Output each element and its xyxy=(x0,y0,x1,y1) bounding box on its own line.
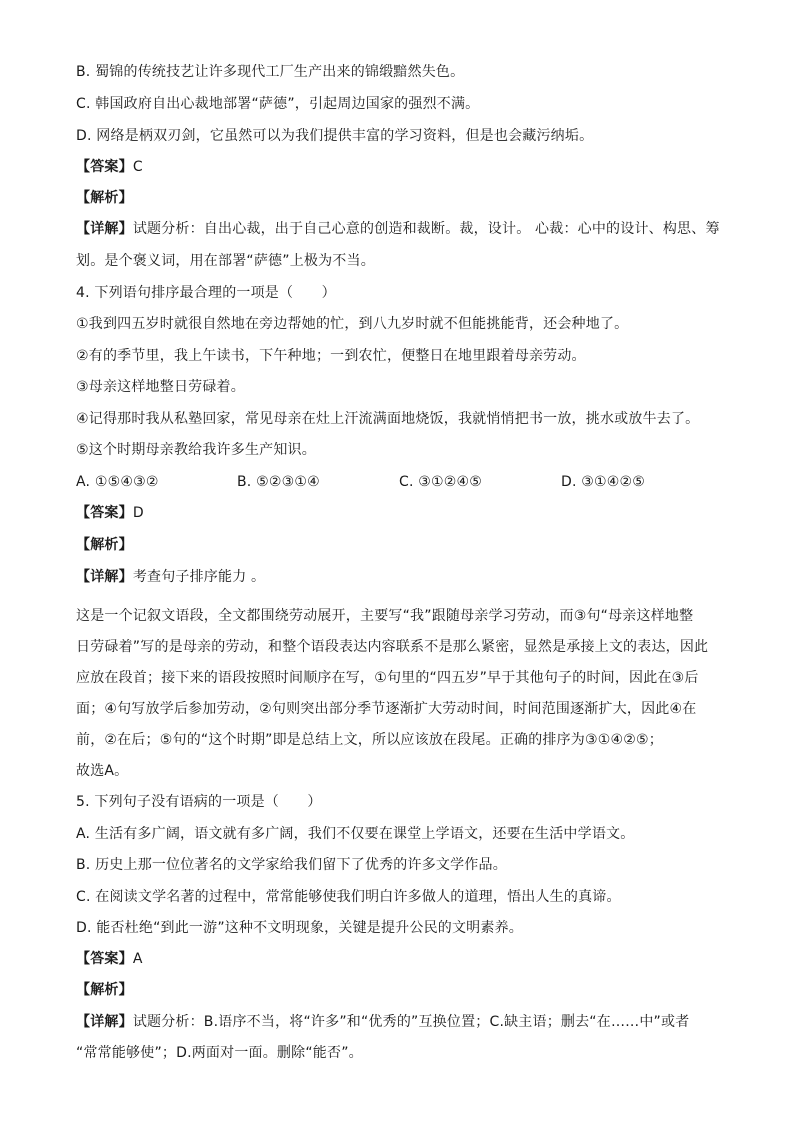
q4-sentence-1: ①我到四五岁时就很自然地在旁边帮她的忙，到八九岁时就不但能挑能背，还会种地了。 xyxy=(76,316,629,332)
q4-option-a: A. ①⑤④③② xyxy=(76,474,159,490)
q5-option-a: A. 生活有多广阔，语文就有多广阔，我们不仅要在课堂上学语文，还要在生活中学语文。 xyxy=(76,826,635,842)
q5-question: 5. 下列句子没有语病的一项是（ ） xyxy=(76,794,322,810)
q3-detail-line-1: 【详解】试题分析：自出心裁，出于自己心意的创造和裁断。裁，设计。 心裁：心中的设计、构思、筹 xyxy=(76,221,720,237)
q4-sentence-4: ④记得那时我从私塾回家，常见母亲在灶上汗流满面地烧饭，我就悄悄把书一放，挑水或放牛去了。 xyxy=(76,411,700,427)
q4-option-b: B. ⑤②③①④ xyxy=(237,474,320,490)
q3-answer xyxy=(76,158,143,176)
q4-option-d: D. ③①④②⑤ xyxy=(561,474,646,490)
answer-value: A xyxy=(132,951,143,967)
q4-sentence-2: ②有的季节里，我上午读书，下午种地；一到农忙，便整日在地里跟着母亲劳动。 xyxy=(76,348,586,364)
q4-answer xyxy=(76,504,144,522)
answer-tag: 【答案】 xyxy=(76,951,133,967)
detail-tag: 【详解】 xyxy=(76,569,133,585)
q3-analysis-tag: 【解析】 xyxy=(76,190,133,206)
q5-detail-line-1: 【详解】试题分析：B.语序不当，将“许多”和“优秀的”互换位置；C.缺主语；删去“在……中”或者 xyxy=(76,1014,690,1030)
q4-sentence-3: ③母亲这样地整日劳碌着。 xyxy=(76,379,245,395)
q3-option-c: C. 韩国政府自出心裁地部署“萨德”，引起周边国家的强烈不满。 xyxy=(76,96,480,112)
q5-option-d: D. 能否杜绝“到此一游”这种不文明现象，关键是提升公民的文明素养。 xyxy=(76,920,523,936)
q4-sentence-5: ⑤这个时期母亲教给我许多生产知识。 xyxy=(76,442,316,458)
q4-question: 4. 下列语句排序最合理的一项是（ ） xyxy=(76,285,336,301)
q3-option-d: D. 网络是柄双刃剑，它虽然可以为我们提供丰富的学习资料，但是也会藏污纳垢。 xyxy=(76,128,594,144)
q4-explanation-line-2: 日劳碌着”写的是母亲的劳动，和整个语段表达内容联系不是那么紧密，显然是承接上文的表达，因此 xyxy=(76,639,709,655)
q4-explanation-line-4: 面；④句写放学后参加劳动，②句则突出部分季节逐渐扩大劳动时间，时间范围逐渐扩大，因此④在 xyxy=(76,701,697,717)
detail-tag: 【详解】 xyxy=(76,221,133,237)
q5-option-b: B. 历史上那一位位著名的文学家给我们留下了优秀的许多文学作品。 xyxy=(76,857,507,873)
q3-detail-line-2: 划。是个褒义词，用在部署“萨德”上极为不当。 xyxy=(76,253,375,269)
q4-explanation-line-1: 这是一个记叙文语段，全文都围绕劳动展开，主要写“我”跟随母亲学习劳动，而③句“母亲这样地整 xyxy=(76,608,694,624)
q5-answer xyxy=(76,950,143,968)
q4-analysis-tag: 【解析】 xyxy=(76,537,133,553)
answer-tag: 【答案】 xyxy=(76,505,133,521)
q5-analysis-tag: 【解析】 xyxy=(76,982,133,998)
answer-tag: 【答案】 xyxy=(76,159,133,175)
answer-value: C xyxy=(132,159,143,175)
q5-option-c: C. 在阅读文学名著的过程中，常常能够使我们明白许多做人的道理，悟出人生的真谛。 xyxy=(76,889,621,905)
q4-detail-head: 【详解】考查句子排序能力 。 xyxy=(76,569,266,585)
q4-explanation-line-5: 前，②在后；⑤句的“这个时期”即是总结上文，所以应该放在段尾。正确的排序为③①④②⑤； xyxy=(76,732,663,748)
q4-explanation-line-3: 应放在段首；接下来的语段按照时间顺序在写，①句里的“四五岁”早于其他句子的时间，因此在③后 xyxy=(76,670,699,686)
q3-option-b: B. 蜀锦的传统技艺让许多现代工厂生产出来的锦缎黯然失色。 xyxy=(76,64,465,80)
detail-tag: 【详解】 xyxy=(76,1014,133,1030)
answer-value: D xyxy=(132,505,144,521)
q4-option-c: C. ③①②④⑤ xyxy=(399,474,483,490)
q4-explanation-line-6: 故选A。 xyxy=(76,763,129,779)
q5-detail-line-2: “常常能够使”；D.两面对一面。删除“能否”。 xyxy=(76,1045,363,1061)
